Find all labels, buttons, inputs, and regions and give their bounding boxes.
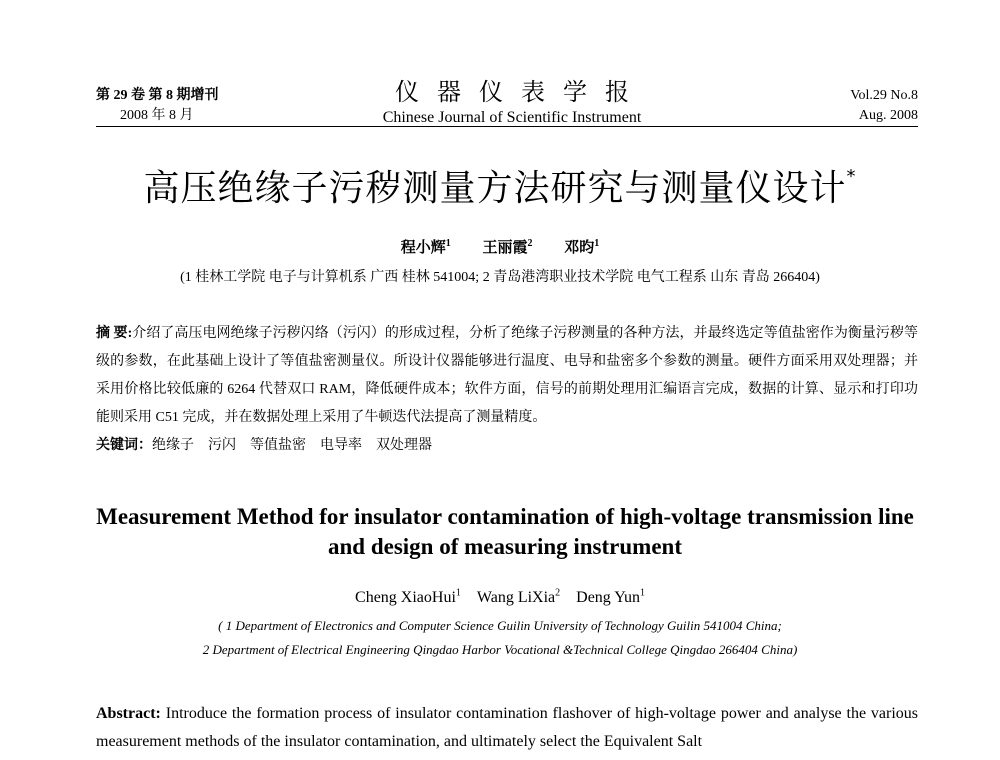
abstract-en-label: Abstract:	[96, 705, 161, 722]
abstract-en-text: Introduce the formation process of insulator contamination flashover of high-voltage power and analyse the various measurement methods of the insulator contamination, and ultimately select the Equivalent Salt	[96, 705, 919, 750]
journal-name	[372, 78, 652, 128]
keyword: 电导率	[320, 438, 362, 453]
abstract-en	[96, 700, 918, 756]
paper-title-zh-text: 高压绝缘子污秽测量方法研究与测量仪设计	[143, 168, 847, 209]
header-left	[96, 86, 219, 126]
affiliations-zh: (1 桂林工学院 电子与计算机系 广西 桂林 541004; 2 青岛港湾职业技术学院 电气工程系 山东 青岛 266404)	[180, 270, 820, 285]
date-zh: 2008 年 8 月	[120, 108, 194, 123]
author-en: Wang LiXia$^2$	[476, 588, 561, 607]
abstract-zh-label: 摘 要:	[96, 326, 133, 341]
abstract-zh	[96, 320, 918, 432]
author-en: Deng Yun$^1$	[576, 588, 645, 607]
volume-issue-zh: 第 29 卷 第 8 期增刊	[96, 88, 219, 103]
date-en: Aug. 2008	[858, 108, 918, 123]
keyword: 双处理器	[376, 438, 432, 453]
author-zh: 王丽霞$^2$	[482, 238, 533, 256]
author-zh: 程小辉$^1$	[400, 238, 451, 256]
volume-issue-en: Vol.29 No.8	[850, 88, 918, 103]
paper-title-en: Measurement Method for insulator contamination of high-voltage transmission line and design of measuring instrument	[96, 504, 914, 559]
affiliation-en-2: 2 Department of Electrical Engineering Qingdao Harbor Vocational &Technical College Qingdao 266404 China)	[202, 642, 798, 657]
keyword: 绝缘子	[152, 438, 194, 453]
author-zh: 邓昀$^1$	[564, 238, 600, 256]
keyword: 等值盐密	[250, 438, 306, 453]
authors-zh	[0, 236, 1000, 257]
keywords-zh-label: 关键词：	[96, 438, 152, 453]
affiliations-en	[0, 614, 1000, 662]
journal-name-zh: 仪器仪表学报	[395, 80, 647, 106]
header-divider	[96, 126, 918, 127]
abstract-zh-text: 介绍了高压电网绝缘子污秽闪络（污闪）的形成过程，分析了绝缘子污秽测量的各种方法，并最终选定等值盐密作为衡量污秽等级的参数，在此基础上设计了等值盐密测量仪。所设计仪器能够进行温度、电导和盐密多个参数的测量。硬件方面采用双处理器；并采用价格比较低廉的 6264 代替双口 RAM，降低硬件成本；软件方面，信号的前期处理用汇编语言完成，数据的计算、显示和打印功能则采用 C51 完成，并在数据处理上采用了牛顿迭代法提高了测量精度。	[96, 326, 918, 425]
author-en: Cheng XiaoHui$^1$	[355, 588, 461, 607]
authors-en	[0, 588, 1000, 607]
header-right	[850, 86, 918, 126]
affiliation-en-1: ( 1 Department of Electronics and Computer Science Guilin University of Technology Guilin 541004 China;	[218, 618, 782, 633]
title-footnote-mark: *	[846, 166, 857, 187]
paper-title-zh	[0, 160, 1000, 211]
journal-name-en: Chinese Journal of Scientific Instrument	[382, 109, 642, 126]
keywords-zh	[96, 432, 918, 460]
keyword: 污闪	[208, 438, 236, 453]
